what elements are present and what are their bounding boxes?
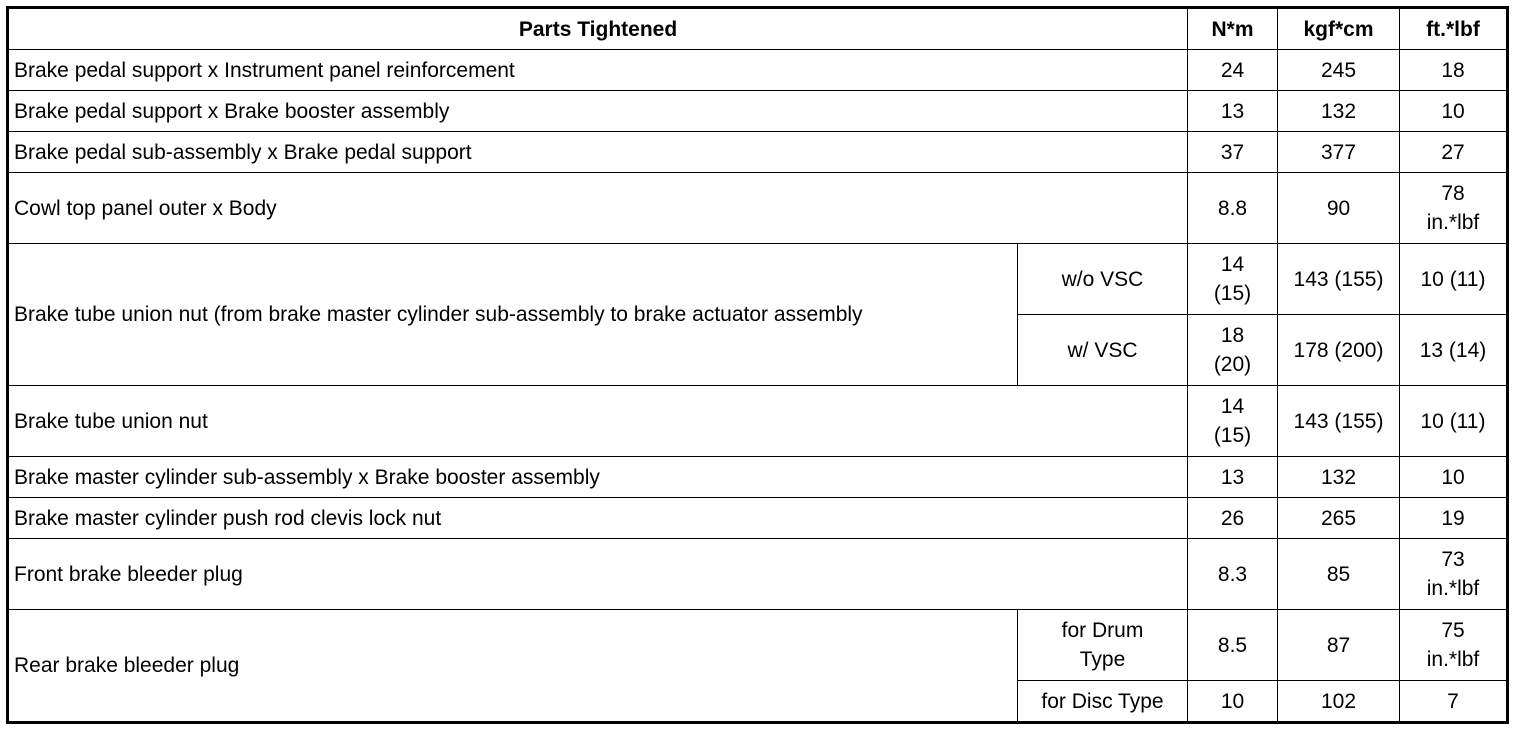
table-row — [8, 50, 1508, 91]
nm-cell: 8.3 — [1188, 539, 1278, 610]
header-ft-lbf: ft.*lbf — [1400, 8, 1508, 50]
kgf-cell: 85 — [1278, 539, 1400, 610]
ftlbf-cell: 18 — [1400, 50, 1508, 91]
table-row — [8, 539, 1508, 610]
kgf-cell: 102 — [1278, 681, 1400, 723]
part-cell: Brake pedal sub-assembly x Brake pedal support — [8, 132, 1188, 173]
table-row — [8, 498, 1508, 539]
part-cell: Brake master cylinder push rod clevis lock nut — [8, 498, 1188, 539]
kgf-cell: 377 — [1278, 132, 1400, 173]
table-row — [8, 457, 1508, 498]
nm-cell: 13 — [1188, 91, 1278, 132]
kgf-cell: 178 (200) — [1278, 315, 1400, 386]
header-nm: N*m — [1188, 8, 1278, 50]
nm-cell: 8.5 — [1188, 610, 1278, 681]
part-cell: Brake master cylinder sub-assembly x Brake booster assembly — [8, 457, 1188, 498]
nm-cell: 8.8 — [1188, 173, 1278, 244]
ftlbf-cell: 19 — [1400, 498, 1508, 539]
nm-cell: 37 — [1188, 132, 1278, 173]
kgf-cell: 132 — [1278, 91, 1400, 132]
kgf-cell: 87 — [1278, 610, 1400, 681]
ftlbf-cell — [1400, 610, 1508, 681]
ftlbf-unit: in.*lbf — [1426, 648, 1480, 671]
kgf-cell: 132 — [1278, 457, 1400, 498]
part-cell: Brake tube union nut (from brake master cylinder sub-assembly to brake actuator assembly — [8, 244, 1018, 386]
ftlbf-cell: 10 — [1400, 457, 1508, 498]
table-row — [8, 173, 1508, 244]
kgf-cell: 143 (155) — [1278, 386, 1400, 457]
condition-line: Type — [1079, 648, 1126, 671]
table-row — [8, 132, 1508, 173]
nm-cell — [1188, 386, 1278, 457]
nm-value: 18 — [1220, 324, 1245, 347]
ftlbf-unit: in.*lbf — [1426, 211, 1480, 234]
table-row — [8, 244, 1508, 315]
condition-cell: for Disc Type — [1018, 681, 1188, 723]
ftlbf-cell: 10 (11) — [1400, 244, 1508, 315]
ftlbf-cell — [1400, 173, 1508, 244]
ftlbf-value: 75 — [1441, 619, 1465, 642]
kgf-cell: 265 — [1278, 498, 1400, 539]
ftlbf-cell: 7 — [1400, 681, 1508, 723]
ftlbf-cell: 10 (11) — [1400, 386, 1508, 457]
table-row — [8, 91, 1508, 132]
nm-cell: 13 — [1188, 457, 1278, 498]
condition-cell: w/o VSC — [1018, 244, 1188, 315]
nm-value: 14 — [1220, 253, 1245, 276]
ftlbf-cell: 13 (14) — [1400, 315, 1508, 386]
header-row — [8, 8, 1508, 50]
nm-value: 14 — [1220, 395, 1245, 418]
condition-line: for Drum — [1061, 619, 1144, 642]
part-cell: Brake pedal support x Instrument panel reinforcement — [8, 50, 1188, 91]
part-cell: Brake tube union nut — [8, 386, 1188, 457]
condition-cell: w/ VSC — [1018, 315, 1188, 386]
ftlbf-unit: in.*lbf — [1426, 577, 1480, 600]
header-parts-tightened: Parts Tightened — [8, 8, 1188, 50]
nm-cell: 24 — [1188, 50, 1278, 91]
part-cell: Cowl top panel outer x Body — [8, 173, 1188, 244]
torque-spec-table — [6, 6, 1509, 724]
torque-spec-table-container — [6, 6, 1509, 724]
nm-alt-value: (15) — [1213, 282, 1252, 305]
part-cell: Rear brake bleeder plug — [8, 610, 1018, 723]
kgf-cell: 90 — [1278, 173, 1400, 244]
ftlbf-cell: 27 — [1400, 132, 1508, 173]
header-kgf-cm: kgf*cm — [1278, 8, 1400, 50]
ftlbf-value: 78 — [1441, 182, 1465, 205]
table-row — [8, 386, 1508, 457]
condition-cell — [1018, 610, 1188, 681]
ftlbf-cell — [1400, 539, 1508, 610]
nm-cell: 10 — [1188, 681, 1278, 723]
ftlbf-cell: 10 — [1400, 91, 1508, 132]
nm-alt-value: (15) — [1213, 424, 1252, 447]
nm-cell: 26 — [1188, 498, 1278, 539]
part-cell: Brake pedal support x Brake booster assembly — [8, 91, 1188, 132]
kgf-cell: 245 — [1278, 50, 1400, 91]
part-cell: Front brake bleeder plug — [8, 539, 1188, 610]
ftlbf-value: 73 — [1441, 548, 1465, 571]
nm-alt-value: (20) — [1213, 353, 1252, 376]
nm-cell — [1188, 315, 1278, 386]
table-row — [8, 610, 1508, 681]
nm-cell — [1188, 244, 1278, 315]
kgf-cell: 143 (155) — [1278, 244, 1400, 315]
